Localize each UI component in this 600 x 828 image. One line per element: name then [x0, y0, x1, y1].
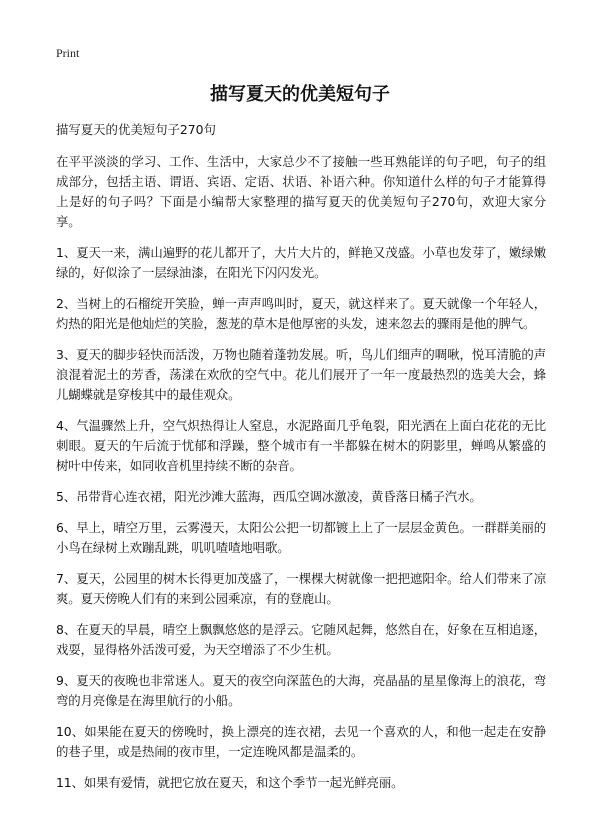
sentence-item: 1、夏天一来，满山遍野的花儿都开了，大片大片的，鲜艳又茂盛。小草也发芽了，嫩绿嫩绿的，好似涂了一层绿油漆，在阳光下闪闪发光。 — [56, 245, 546, 280]
sentence-item: 11、如果有爱情，就把它放在夏天，和这个季节一起光鲜亮丽。 — [56, 775, 404, 790]
print-link[interactable]: Print — [56, 46, 80, 60]
intro-paragraph: 在平平淡淡的学习、工作、生活中，大家总少不了接触一些耳熟能详的句子吧，句子的组成部分，包括主语、谓语、宾语、定语、状语、补语六种。你知道什么样的句子才能算得上是好的句子吗？下面是小编帮大家整理的描写夏天的优美短句子270句，欢迎大家分享。 — [56, 154, 546, 229]
sentence-item: 4、气温骤然上升，空气炽热得让人窒息，水泥路面几乎龟裂，阳光洒在上面白花花的无比刺眼。夏天的午后流于忧郁和浮躁，整个城市有一半都躲在树木的阴影里，蝉鸣从繁盛的树叶中传来，如同收音机里持续不断的杂音。 — [56, 418, 546, 473]
sentence-item: 10、如果能在夏天的傍晚时，换上漂亮的连衣裙，去见一个喜欢的人，和他一起走在安静的巷子里，或是热闹的夜市里，一定连晚风都是温柔的。 — [56, 724, 546, 759]
sentence-item: 7、夏天，公园里的树木长得更加茂盛了，一棵棵大树就像一把把遮阳伞。给人们带来了凉爽。夏天傍晚人们有的来到公园乘凉，有的登鹿山。 — [56, 571, 546, 606]
sentence-item: 3、夏天的脚步轻快而活泼，万物也随着蓬勃发展。听，鸟儿们细声的啁啾，悦耳清脆的声浪混着泥土的芳香，荡漾在欢欣的空气中。花儿们展开了一年一度最热烈的选美大会，蜂儿蝴蝶就是穿梭其中的最佳观众。 — [56, 347, 546, 402]
sentence-item: 8、在夏天的早晨，晴空上飘飘悠悠的是浮云。它随风起舞，悠然自在，好象在互相追逐，戏耍，显得格外活泼可爱，为天空增添了不少生机。 — [56, 622, 546, 657]
article-body — [56, 152, 546, 804]
sentence-item: 5、吊带背心连衣裙，阳光沙滩大蓝海，西瓜空调冰激凌，黄昏落日橘子汽水。 — [56, 489, 482, 504]
article-subtitle: 描写夏天的优美短句子270句 — [56, 122, 216, 137]
sentence-item: 6、早上，晴空万里，云雾漫天，太阳公公把一切都镀上上了一层层金黄色。一群群美丽的小鸟在绿树上欢蹦乱跳，叽叽喳喳地唱歌。 — [56, 520, 546, 555]
page-title: 描写夏天的优美短句子 — [210, 84, 390, 105]
sentence-item: 9、夏天的夜晚也非常迷人。夏天的夜空向深蓝色的大海，亮晶晶的星星像海上的浪花，弯弯的月亮像是在海里航行的小船。 — [56, 673, 546, 708]
sentence-item: 2、当树上的石榴绽开笑脸，蝉一声声鸣叫时，夏天，就这样来了。夏天就像一个年轻人，灼热的阳光是他灿烂的笑脸，葱茏的草木是他厚密的头发，速来忽去的骤雨是他的脾气。 — [56, 296, 546, 331]
